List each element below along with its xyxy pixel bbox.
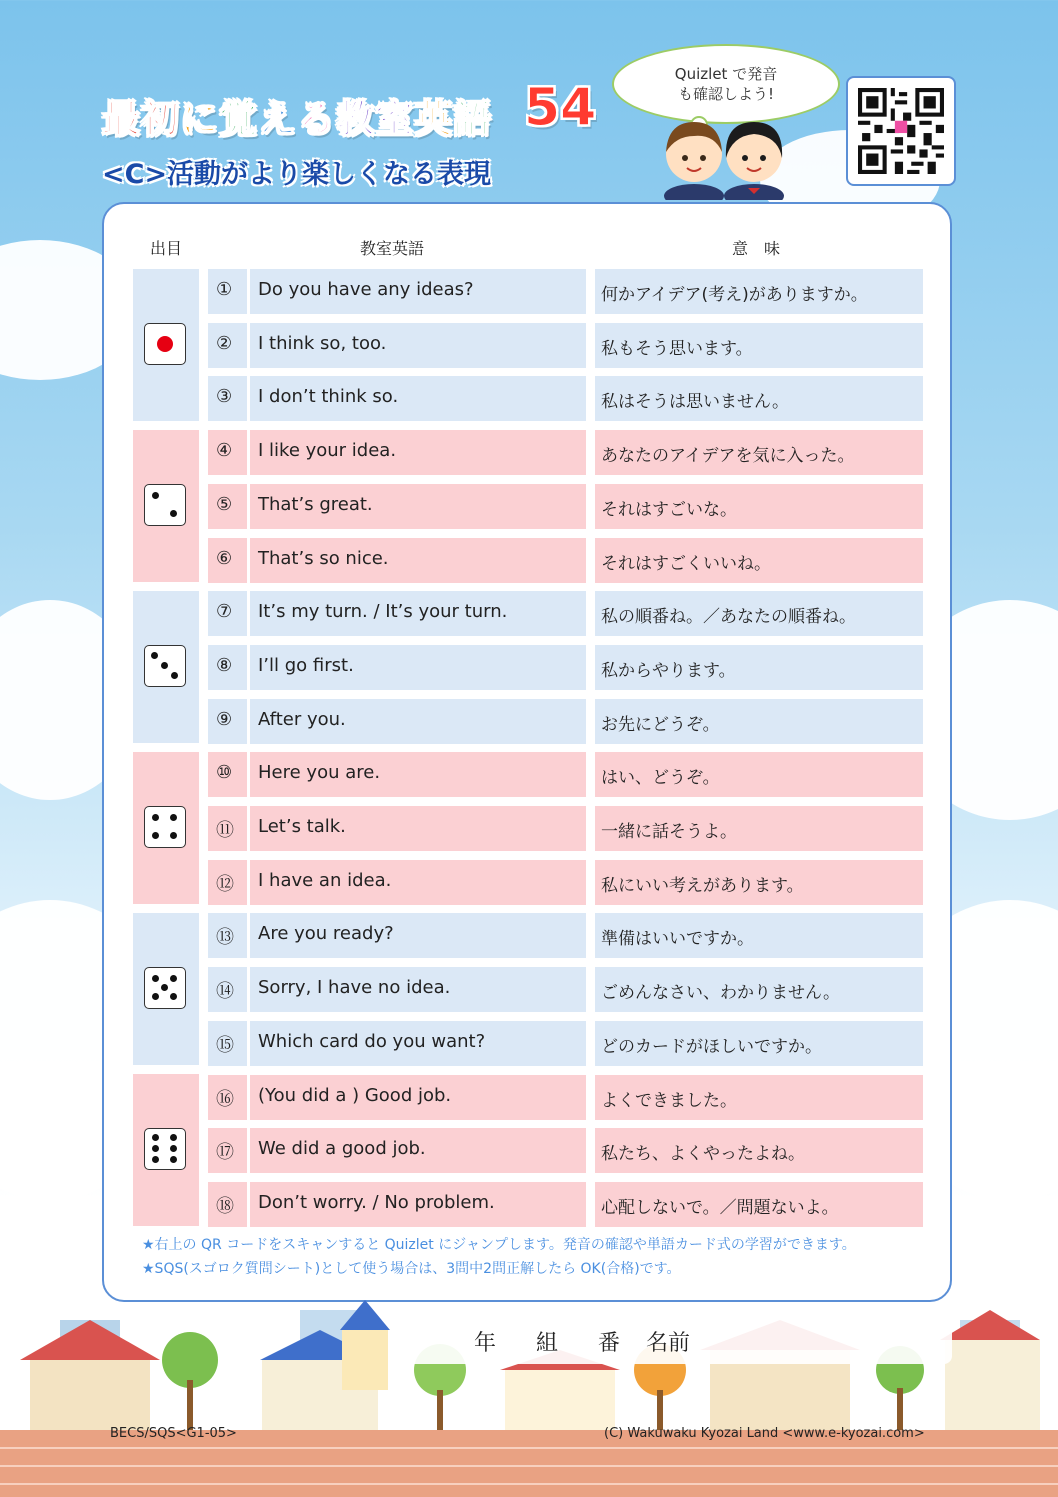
- phrase-number: ⑰: [216, 1142, 234, 1164]
- meaning-cell: [595, 538, 923, 583]
- english-phrase: Let’s talk.: [258, 816, 346, 837]
- phrase-row: [208, 806, 586, 851]
- header-meaning: 意 味: [732, 239, 781, 258]
- phrase-number: ⑧: [216, 654, 233, 676]
- english-phrase: Which card do you want?: [258, 1030, 486, 1052]
- phrase-number: ⑫: [216, 873, 234, 895]
- row-divider: [247, 967, 250, 1012]
- phrase-row: [208, 860, 586, 905]
- die-pip: [170, 975, 177, 982]
- phrase-number: ⑤: [216, 493, 233, 515]
- phrase-number: ⑱: [216, 1195, 234, 1217]
- die-pip: [170, 832, 177, 839]
- phrase-number: ⑮: [216, 1034, 234, 1056]
- row-divider: [247, 752, 250, 797]
- row-divider: [247, 645, 250, 690]
- row-divider: [247, 1128, 250, 1173]
- phrase-row: [208, 1128, 586, 1173]
- row-divider: [247, 430, 250, 475]
- row-divider: [247, 538, 250, 583]
- japanese-meaning: はい、どうぞ。: [601, 768, 720, 789]
- die-6-icon: [144, 1128, 186, 1170]
- english-phrase: That’s great.: [258, 493, 373, 515]
- header-dice: 出目: [150, 239, 183, 258]
- title-part: 覚: [219, 97, 259, 141]
- meaning-cell: [595, 484, 923, 529]
- phrase-row: [208, 538, 586, 583]
- row-divider: [247, 376, 250, 421]
- die-pip: [170, 993, 177, 1000]
- die-pip: [170, 1145, 177, 1152]
- die-pip: [170, 510, 177, 517]
- meaning-cell: [595, 323, 923, 368]
- row-divider: [247, 699, 250, 744]
- title-part: 英: [414, 97, 454, 141]
- title-part: る: [297, 97, 337, 141]
- label-number: 番: [598, 1331, 621, 1356]
- japanese-meaning: お先にどうぞ。: [601, 714, 720, 735]
- phrase-row: [208, 323, 586, 368]
- english-phrase: That’s so nice.: [258, 547, 389, 569]
- dice-cell: [133, 269, 199, 421]
- english-phrase: (You did a ) Good job.: [258, 1084, 452, 1106]
- english-phrase: Sorry, I have no idea.: [258, 977, 451, 999]
- japanese-meaning: 一緒に話そうよ。: [601, 822, 737, 842]
- english-phrase: Do you have any ideas?: [258, 279, 474, 300]
- meaning-cell: [595, 1182, 923, 1227]
- japanese-meaning: 私もそう思います。: [601, 338, 753, 359]
- meaning-cell: [595, 752, 923, 797]
- meaning-cell: [595, 1075, 923, 1120]
- dice-cell: [133, 1074, 199, 1226]
- english-phrase: Here you are.: [258, 762, 381, 784]
- english-phrase: I think so, too.: [258, 332, 387, 354]
- die-pip: [152, 1145, 159, 1152]
- meaning-cell: [595, 269, 923, 314]
- label-name: 名前: [646, 1331, 691, 1356]
- die-pip: [170, 814, 177, 821]
- phrase-row: [208, 269, 586, 314]
- dice-cell: [133, 752, 199, 904]
- phrase-row: [208, 1021, 586, 1066]
- note-sqs: ★SQS(スゴロク質問シート)として使う場合は、3問中2問正解したら OK(合格)です。: [142, 1261, 681, 1277]
- phrase-number: ⑯: [216, 1088, 234, 1110]
- english-phrase: I like your idea.: [258, 440, 397, 462]
- japanese-meaning: 心配しないで。／問題ないよ。: [601, 1197, 839, 1218]
- row-divider: [247, 860, 250, 905]
- english-phrase: I have an idea.: [258, 869, 392, 891]
- die-3-icon: [144, 645, 186, 687]
- phrase-number: ⑨: [216, 708, 233, 730]
- phrase-number: ⑪: [216, 820, 234, 841]
- row-divider: [247, 269, 250, 314]
- title-part: 教室: [336, 97, 415, 141]
- japanese-meaning: 準備はいいですか。: [601, 929, 754, 950]
- row-divider: [247, 913, 250, 958]
- phrase-row: [208, 1182, 586, 1227]
- japanese-meaning: あなたのアイデアを気に入った。: [601, 446, 855, 467]
- meaning-cell: [595, 860, 923, 905]
- japanese-meaning: それはすごくいいね。: [601, 553, 771, 574]
- kids-illustration: [654, 108, 794, 200]
- english-phrase: I’ll go first.: [258, 654, 354, 676]
- meaning-cell: [595, 1128, 923, 1173]
- meaning-cell: [595, 1021, 923, 1066]
- page-subtitle: <C>活動がより楽しくなる表現: [102, 159, 492, 190]
- bubble-line-1: Quizlet で発音: [674, 64, 778, 83]
- dice-cell: [133, 591, 199, 743]
- meaning-cell: [595, 967, 923, 1012]
- note-qr: ★右上の QR コードをスキャンすると Quizlet にジャンプします。発音の確認や単語カード式の学習ができます。: [142, 1237, 856, 1253]
- phrase-row: [208, 1075, 586, 1120]
- japanese-meaning: 私からやります。: [601, 660, 736, 681]
- japanese-meaning: 私たち、よくやったよね。: [601, 1144, 805, 1165]
- die-pip: [152, 975, 159, 982]
- phrase-row: [208, 967, 586, 1012]
- meaning-cell: [595, 699, 923, 744]
- meaning-cell: [595, 376, 923, 421]
- phrase-row: [208, 591, 586, 636]
- die-pip: [152, 1156, 159, 1163]
- phrase-row: [208, 645, 586, 690]
- die-pip: [170, 1156, 177, 1163]
- phrase-row: [208, 699, 586, 744]
- row-divider: [247, 1021, 250, 1066]
- dice-cell: [133, 913, 199, 1065]
- die-pip: [170, 1134, 177, 1141]
- row-divider: [247, 1075, 250, 1120]
- english-phrase: Are you ready?: [258, 923, 394, 945]
- japanese-meaning: よくできました。: [601, 1090, 737, 1111]
- phrase-number: ④: [216, 440, 233, 462]
- footer-code: BECS/SQS<G1-05>: [110, 1426, 237, 1441]
- label-year: 年: [474, 1331, 497, 1356]
- die-pip: [152, 492, 159, 499]
- die-pip: [152, 1134, 159, 1141]
- page-title: [102, 88, 492, 143]
- japanese-meaning: 私はそうは思いません。: [601, 392, 790, 413]
- die-pip: [171, 672, 178, 679]
- die-pip: [157, 336, 173, 352]
- title-part: え: [258, 97, 298, 141]
- die-4-icon: [144, 806, 186, 848]
- die-pip: [161, 984, 168, 991]
- english-phrase: We did a good job.: [258, 1138, 426, 1160]
- header-english: 教室英語: [360, 239, 425, 258]
- lesson-number: 54: [524, 78, 597, 138]
- title-part: 語: [453, 97, 493, 141]
- die-pip: [152, 993, 159, 1000]
- title-part: 最初: [102, 97, 181, 141]
- die-pip: [152, 832, 159, 839]
- die-5-icon: [144, 967, 186, 1009]
- die-pip: [151, 652, 158, 659]
- die-pip: [152, 814, 159, 821]
- phrase-row: [208, 913, 586, 958]
- japanese-meaning: 何かアイデア(考え)がありますか。: [601, 285, 868, 305]
- phrase-number: ③: [216, 386, 233, 408]
- meaning-cell: [595, 913, 923, 958]
- row-divider: [247, 806, 250, 851]
- footer-copyright: (C) Wakuwaku Kyozai Land <www.e-kyozai.com>: [604, 1426, 925, 1441]
- die-2-icon: [144, 484, 186, 526]
- english-phrase: After you.: [258, 708, 346, 730]
- qr-code[interactable]: [846, 76, 956, 186]
- name-bar: [406, 1314, 952, 1364]
- die-pip: [161, 662, 168, 669]
- phrase-number: ②: [216, 332, 233, 354]
- japanese-meaning: それはすごいな。: [601, 499, 737, 520]
- phrase-row: [208, 430, 586, 475]
- phrase-number: ⑬: [216, 927, 234, 949]
- row-divider: [247, 323, 250, 368]
- phrase-row: [208, 376, 586, 421]
- dice-cell: [133, 430, 199, 582]
- english-phrase: Don’t worry. / No problem.: [258, 1191, 495, 1213]
- phrase-row: [208, 752, 586, 797]
- phrase-number: ①: [216, 279, 233, 300]
- row-divider: [247, 591, 250, 636]
- meaning-cell: [595, 430, 923, 475]
- english-phrase: It’s my turn. / It’s your turn.: [258, 601, 508, 623]
- bubble-line-2: も確認しよう!: [677, 85, 774, 103]
- qr-code-icon: [858, 88, 944, 174]
- row-divider: [247, 484, 250, 529]
- phrase-row: [208, 484, 586, 529]
- phrase-number: ⑥: [216, 547, 233, 569]
- japanese-meaning: 私の順番ね。／あなたの順番ね。: [601, 607, 856, 628]
- meaning-cell: [595, 645, 923, 690]
- phrase-number: ⑭: [216, 981, 234, 1003]
- english-phrase: I don’t think so.: [258, 386, 399, 408]
- die-1-icon: [144, 323, 186, 365]
- meaning-cell: [595, 806, 923, 851]
- meaning-cell: [595, 591, 923, 636]
- japanese-meaning: ごめんなさい、わかりません。: [601, 983, 841, 1004]
- phrase-number: ⑩: [216, 762, 233, 784]
- phrase-number: ⑦: [216, 601, 233, 623]
- label-class: 組: [536, 1331, 559, 1356]
- japanese-meaning: 私にいい考えがあります。: [601, 875, 804, 896]
- japanese-meaning: どのカードがほしいですか。: [601, 1036, 822, 1057]
- row-divider: [247, 1182, 250, 1227]
- title-part: に: [180, 97, 220, 141]
